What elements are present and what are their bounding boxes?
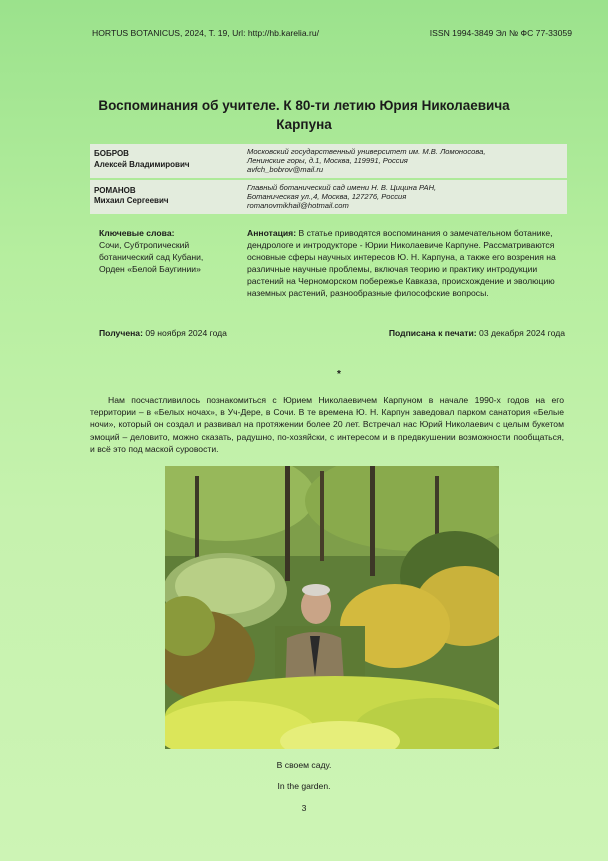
keywords-block [99, 227, 227, 275]
journal-header: HORTUS BOTANICUS, 2024, Т. 19, Url: http://hb.karelia.ru/ [92, 28, 320, 38]
author-given-name: Михаил Сергеевич [94, 196, 169, 205]
signed-label: Подписана к печати: [388, 328, 477, 338]
author-address: Ленинские горы, д.1, Москва, 119991, Россия [247, 156, 408, 165]
author-affiliation: Главный ботанический сад имени Н. В. Цицина РАН, [247, 183, 437, 192]
body-paragraph: Нам посчастливилось познакомиться с Юрием Николаевичем Карпуном в начале 1990-х годов на его территории – в «Белых ночах», в Уч-Дере, в Сочи. В те времена Ю. Н. Карпун заведовал парком санатория «Белые ночи», который он создал и развивал на протяжении более 20 лет. Встречал нас Юрий Николаевич с целым букетом эмоций – деловито, можно сказать, радушно, по-хозяйски, с интересом и в предвкушении возможности пообщаться, и всё это под маской суровости. [90, 395, 564, 454]
received-value: 09 ноября 2024 года [145, 328, 227, 338]
garden-photo [165, 466, 499, 749]
section-separator: * [337, 369, 341, 380]
article-title: Воспоминания об учителе. К 80-ти летию Юрия Николаевича Карпуна [98, 98, 510, 132]
author-email: avfch_bobrov@mail.ru [247, 165, 324, 174]
author-affiliation: Московский государственный университет им. М.В. Ломоносова, [247, 147, 486, 156]
received-date [99, 328, 227, 338]
figure-caption-en: In the garden. [277, 781, 331, 791]
figure-caption-ru: В своем саду. [276, 760, 332, 770]
author-block [90, 180, 567, 214]
keywords-label: Ключевые слова: [99, 228, 175, 238]
signed-value: 03 декабря 2024 года [479, 328, 565, 338]
abstract-text: В статье приводятся воспоминания о замечательном ботанике, дендрологе и интродукторе - Юрии Николаевиче Карпуне. Рассматриваются основные сферы научных интересов Ю. Н. Карпуна, а также его возрения на различные научные проблемы, включая теорию и практику интродукции растений на Черноморском побережье Кавказа, происхождение и эволюцию наземных растений, разнообразные философские вопросы. [247, 228, 556, 298]
author-block [90, 144, 567, 178]
author-email: romanovmikhail@hotmail.com [247, 201, 349, 210]
author-surname: БОБРОВ [94, 149, 129, 158]
author-surname: РОМАНОВ [94, 186, 136, 195]
abstract-block [247, 227, 568, 299]
signed-date [389, 328, 565, 338]
page-number: 3 [301, 803, 307, 813]
keywords-text: Сочи, Субтропический ботанический сад Кубани, Орден «Белой Баугинии» [99, 240, 204, 274]
author-address: Ботаническая ул.,4, Москва, 127276, Россия [247, 192, 407, 201]
received-label: Получена: [99, 328, 143, 338]
author-given-name: Алексей Владимирович [94, 160, 190, 169]
abstract-label: Аннотация: [247, 228, 297, 238]
issn-header: ISSN 1994-3849 Эл № ФС 77-33059 [429, 28, 572, 38]
